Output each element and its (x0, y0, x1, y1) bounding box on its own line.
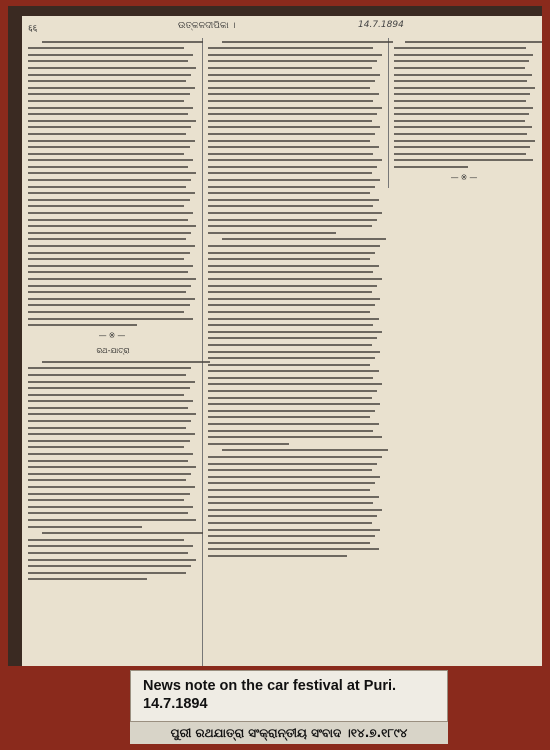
illegible-text-line (394, 60, 529, 62)
illegible-text-line (405, 41, 541, 43)
illegible-text-line (28, 298, 195, 300)
illegible-text-line (28, 291, 186, 293)
illegible-text-line (28, 278, 196, 280)
illegible-text-line (208, 232, 336, 234)
illegible-text-line (28, 413, 196, 415)
illegible-text-line (208, 120, 372, 122)
illegible-text-line (28, 506, 193, 508)
illegible-text-line (208, 304, 375, 306)
illegible-text-line (28, 47, 184, 49)
illegible-text-line (394, 113, 529, 115)
newspaper-page (22, 16, 542, 666)
illegible-text-line (28, 552, 188, 554)
illegible-text-line (28, 479, 186, 481)
illegible-text-line (208, 278, 382, 280)
illegible-text-line (208, 423, 379, 425)
column-rule (202, 38, 203, 666)
illegible-text-line (208, 192, 370, 194)
illegible-text-line (208, 489, 370, 491)
illegible-text-line (208, 186, 375, 188)
illegible-text-line (394, 67, 525, 69)
illegible-text-line (208, 416, 370, 418)
illegible-text-line (208, 456, 382, 458)
illegible-text-line (28, 440, 190, 442)
illegible-text-line (394, 133, 527, 135)
column-rule (388, 38, 389, 188)
illegible-text-line (208, 403, 380, 405)
illegible-text-line (208, 166, 377, 168)
illegible-text-line (208, 107, 382, 109)
illegible-text-line (208, 463, 377, 465)
caption-odia: ପୁରୀ ରଥଯାତ୍ରା ସଂକ୍ରାନ୍ତୀୟ ସଂବାଦ ।୧୪.୭.୧୮୯୪ (130, 722, 448, 744)
illegible-text-line (208, 496, 379, 498)
illegible-text-line (394, 54, 533, 56)
illegible-text-line (208, 324, 373, 326)
illegible-text-line (28, 159, 193, 161)
illegible-text-line (208, 47, 373, 49)
illegible-text-line (208, 331, 382, 333)
illegible-text-line (28, 324, 137, 326)
article-text-block (208, 41, 384, 234)
illegible-text-line (42, 361, 210, 363)
illegible-text-line (28, 265, 193, 267)
illegible-text-line (28, 539, 184, 541)
illegible-text-line (28, 499, 184, 501)
illegible-text-line (28, 559, 196, 561)
illegible-text-line (28, 219, 188, 221)
illegible-text-line (28, 367, 191, 369)
illegible-text-line (208, 212, 382, 214)
illegible-text-line (28, 232, 191, 234)
illegible-text-line (208, 542, 370, 544)
illegible-text-line (28, 60, 188, 62)
illegible-text-line (208, 199, 379, 201)
article-text-block (28, 532, 198, 580)
column-1 (28, 36, 198, 585)
illegible-text-line (208, 436, 382, 438)
caption-label (130, 670, 448, 722)
illegible-text-line (208, 133, 375, 135)
illegible-text-line (208, 100, 373, 102)
caption-english: News note on the car festival at Puri. 14.7.1894 (143, 678, 397, 712)
illegible-text-line (28, 225, 196, 227)
illegible-text-line (208, 357, 375, 359)
illegible-text-line (28, 446, 184, 448)
illegible-text-line (28, 252, 190, 254)
illegible-text-line (28, 199, 190, 201)
illegible-text-line (208, 113, 377, 115)
illegible-text-line (208, 285, 377, 287)
illegible-text-line (28, 87, 195, 89)
illegible-text-line (208, 172, 372, 174)
illegible-text-line (28, 186, 186, 188)
illegible-text-line (208, 390, 377, 392)
illegible-text-line (208, 67, 372, 69)
illegible-text-line (208, 258, 370, 260)
illegible-text-line (28, 258, 184, 260)
illegible-text-line (28, 153, 184, 155)
illegible-text-line (28, 100, 184, 102)
article-headline: ରଥ-ଯାତ୍ରା (96, 346, 130, 356)
article-text-block (208, 238, 384, 444)
illegible-text-line (208, 318, 379, 320)
illegible-text-line (208, 383, 382, 385)
illegible-text-line (394, 93, 530, 95)
illegible-text-line (208, 443, 289, 445)
illegible-text-line (394, 47, 526, 49)
illegible-text-line (28, 140, 195, 142)
illegible-text-line (28, 400, 193, 402)
illegible-text-line (208, 298, 380, 300)
illegible-text-line (28, 285, 191, 287)
illegible-text-line (208, 502, 373, 504)
illegible-text-line (208, 469, 372, 471)
illegible-text-line (28, 512, 188, 514)
illegible-text-line (28, 212, 193, 214)
illegible-text-line (28, 133, 186, 135)
illegible-text-line (208, 410, 375, 412)
illegible-text-line (222, 238, 386, 240)
illegible-text-line (208, 370, 379, 372)
illegible-text-line (28, 486, 195, 488)
illegible-text-line (208, 430, 373, 432)
illegible-text-line (208, 153, 373, 155)
masthead: ଉତ୍କଳଦୀପିକା । (178, 21, 236, 31)
illegible-text-line (28, 381, 195, 383)
illegible-text-line (208, 291, 372, 293)
article-text-block (208, 449, 384, 557)
illegible-text-line (208, 159, 382, 161)
illegible-text-line (28, 271, 188, 273)
illegible-text-line (208, 337, 377, 339)
illegible-text-line (394, 166, 468, 168)
illegible-text-line (394, 140, 535, 142)
illegible-text-line (28, 192, 195, 194)
illegible-text-line (208, 535, 375, 537)
illegible-text-line (208, 522, 372, 524)
illegible-text-line (28, 74, 191, 76)
illegible-text-line (28, 466, 196, 468)
illegible-text-line (208, 93, 379, 95)
illegible-text-line (28, 67, 196, 69)
illegible-text-line (28, 420, 191, 422)
illegible-text-line (394, 74, 532, 76)
illegible-text-line (394, 126, 532, 128)
illegible-text-line (394, 159, 533, 161)
illegible-text-line (208, 205, 373, 207)
illegible-text-line (28, 394, 184, 396)
illegible-text-line (28, 179, 191, 181)
page-number: ६६ (28, 24, 38, 34)
illegible-text-line (42, 41, 204, 43)
illegible-text-line (28, 120, 196, 122)
illegible-text-line (208, 476, 380, 478)
illegible-text-line (208, 146, 379, 148)
illegible-text-line (28, 107, 193, 109)
illegible-text-line (28, 407, 188, 409)
illegible-text-line (208, 509, 382, 511)
illegible-text-line (208, 364, 370, 366)
illegible-text-line (208, 311, 370, 313)
illegible-text-line (28, 519, 196, 521)
illegible-text-line (208, 245, 380, 247)
illegible-text-line (208, 482, 375, 484)
illegible-text-line (28, 460, 188, 462)
illegible-text-line (28, 578, 147, 580)
illegible-text-line (28, 311, 184, 313)
illegible-text-line (208, 219, 377, 221)
illegible-text-line (208, 351, 380, 353)
illegible-text-line (28, 304, 190, 306)
photo-frame (8, 6, 542, 666)
illegible-text-line (208, 515, 377, 517)
section-divider: —※— (450, 172, 480, 182)
illegible-text-line (222, 449, 387, 451)
illegible-text-line (28, 572, 186, 574)
illegible-text-line (42, 532, 204, 534)
illegible-text-line (208, 252, 375, 254)
illegible-text-line (208, 60, 377, 62)
illegible-text-line (28, 453, 193, 455)
article-text-block (28, 361, 198, 528)
illegible-text-line (208, 179, 380, 181)
illegible-text-line (208, 397, 372, 399)
column-2 (208, 36, 384, 562)
illegible-text-line (208, 555, 347, 557)
illegible-text-line (394, 87, 535, 89)
illegible-text-line (28, 80, 186, 82)
illegible-text-line (28, 93, 190, 95)
illegible-text-line (28, 526, 142, 528)
illegible-text-line (208, 344, 372, 346)
illegible-text-line (28, 318, 193, 320)
illegible-text-line (28, 172, 196, 174)
illegible-text-line (28, 126, 191, 128)
illegible-text-line (222, 41, 393, 43)
illegible-text-line (208, 126, 380, 128)
illegible-text-line (394, 120, 525, 122)
illegible-text-line (28, 473, 191, 475)
illegible-text-line (208, 74, 380, 76)
page-header (28, 20, 536, 36)
illegible-text-line (28, 146, 190, 148)
illegible-text-line (394, 146, 530, 148)
illegible-text-line (28, 565, 191, 567)
section-divider: —※— (98, 331, 128, 341)
illegible-text-line (28, 427, 186, 429)
illegible-text-line (208, 265, 379, 267)
illegible-text-line (394, 80, 527, 82)
illegible-text-line (28, 205, 184, 207)
illegible-text-line (28, 245, 195, 247)
illegible-text-line (28, 493, 190, 495)
illegible-text-line (28, 54, 193, 56)
illegible-text-line (394, 107, 533, 109)
illegible-text-line (208, 548, 379, 550)
illegible-text-line (208, 271, 373, 273)
illegible-text-line (208, 529, 380, 531)
illegible-text-line (208, 140, 370, 142)
illegible-text-line (208, 87, 370, 89)
illegible-text-line (208, 80, 375, 82)
illegible-text-line (208, 377, 373, 379)
illegible-text-line (28, 374, 186, 376)
illegible-text-line (28, 545, 193, 547)
illegible-text-line (208, 225, 372, 227)
illegible-text-line (208, 54, 382, 56)
illegible-text-line (394, 153, 526, 155)
article-text-block (28, 41, 198, 327)
illegible-text-line (28, 113, 188, 115)
illegible-text-line (28, 166, 188, 168)
illegible-text-line (28, 387, 190, 389)
article-text-block (394, 41, 536, 168)
column-3 (394, 36, 536, 187)
illegible-text-line (28, 433, 195, 435)
handwritten-date: 14.7.1894 (358, 20, 404, 30)
illegible-text-line (394, 100, 526, 102)
illegible-text-line (28, 238, 186, 240)
